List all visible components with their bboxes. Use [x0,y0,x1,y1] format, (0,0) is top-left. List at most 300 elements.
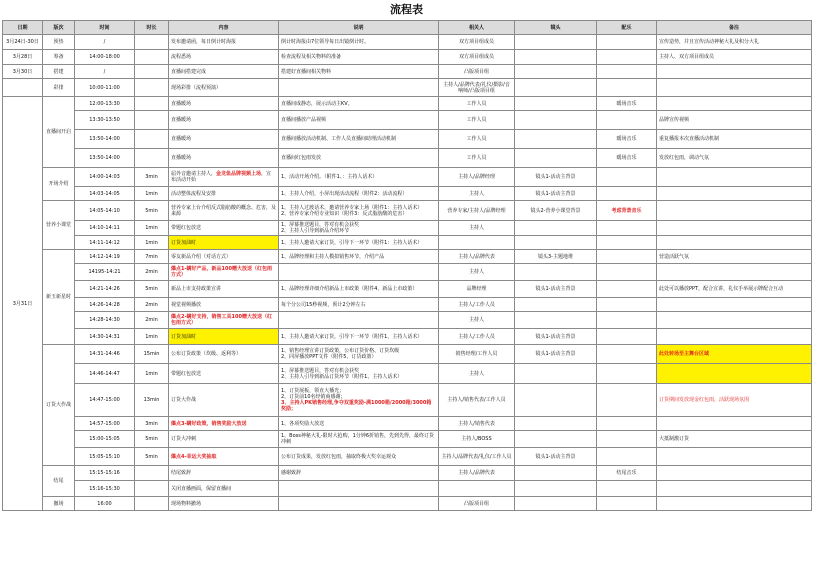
duration-text: 7min [145,253,158,260]
person-cell [439,130,515,149]
duration-cell [135,312,169,329]
table-row [3,201,812,221]
description-cell [279,65,439,79]
time-cell [75,448,135,466]
duration-text: 5min [145,453,158,460]
description-text: 直播间成静态，展示活动主KV。 [281,100,353,107]
description-cell [279,448,439,466]
header-time: 时间 [75,21,135,35]
person-cell [439,466,515,481]
description-text: 公布订货成果，发放红包雨，抽取终极大奖幸运观众 [281,453,397,460]
note-cell [657,431,812,448]
shot-cell [515,50,597,65]
duration-text: 2min [145,317,158,323]
note-cell [657,201,812,221]
description-cell [279,481,439,497]
music-cell [597,50,657,65]
description-cell [279,364,439,384]
shot-text: 镜头2-营养小课堂背景 [530,207,581,214]
note-cell [657,329,812,345]
content-cell [169,481,279,497]
header-shot: 镜头 [515,21,597,35]
content-text: 带题红包放送 [171,225,202,231]
person-cell [439,168,515,187]
phase-text: 直播间开启 [45,129,71,135]
description-text: 每个分公司15秒视频，预计2分钟左右 [281,301,366,308]
person-cell [439,264,515,281]
shot-cell [515,312,597,329]
person-cell [439,221,515,236]
music-cell [597,65,657,79]
content-cell [169,384,279,417]
table-row [3,221,812,236]
content-text: 直播暖场 [171,136,192,142]
music-cell [597,298,657,312]
shot-cell [515,497,597,511]
music-cell [597,481,657,497]
content-cell [169,168,279,187]
time-text: 15:05-15:10 [89,453,120,460]
person-cell [439,312,515,329]
person-text: 主持人/品牌代表 [458,470,495,476]
time-cell [75,312,135,329]
content-cell [169,364,279,384]
note-cell [657,79,812,97]
person-text: 双方项目组成员 [458,54,494,60]
description-text: 搭建好直播间相关物料 [281,68,332,75]
music-cell [597,448,657,466]
note-text: 营造活跃气氛 [659,253,690,260]
shot-cell [515,97,597,111]
content-text: 公布订货政策（坎级、返利等） [171,351,242,357]
content-text: 带题红包放送 [171,370,202,377]
person-text: 主持人 [468,317,484,323]
duration-cell [135,329,169,345]
time-cell [75,168,135,187]
person-text: 营养专家/主持人/品牌经理 [447,207,506,214]
content-text: 直播暖场 [171,155,192,161]
time-cell [75,65,135,79]
duration-cell [135,236,169,250]
description-text: 1、Boss神秘大礼-限时大抢购，1分钟6折销售，先到先得，最终订货冲刺 [281,433,435,445]
shot-text: 镜头1-活动主背景 [535,453,576,460]
time-text: 14:00-18:00 [89,54,120,60]
description-text: 检查流程及相关物料的准备 [281,54,342,60]
time-cell [75,250,135,264]
content-cell [169,497,279,511]
time-text: 14:30-14:31 [89,333,120,340]
music-cell [597,97,657,111]
phase-text: 预热 [53,39,64,45]
note-cell [657,364,812,384]
note-text: 主持人、双方项目组成员 [659,54,715,60]
table-row [3,364,812,384]
note-cell [657,312,812,329]
table-row [3,111,812,130]
description-cell [279,417,439,431]
description-cell [279,497,439,511]
shot-text: 镜头1-活动主背景 [535,174,576,180]
shot-text: 镜头3-主题地堆 [538,253,573,260]
person-cell [439,149,515,168]
content-highlight: 爆点3-瞒好政策，销售奖励大放送 [171,420,247,427]
description-cell [279,345,439,364]
date-text: 3月30日 [12,68,33,75]
shot-cell [515,79,597,97]
time-text: / [103,68,106,75]
content-cell [169,345,279,364]
person-text: 凸版项目组 [463,500,489,507]
phase-cell [43,168,75,201]
note-cell [657,221,812,236]
date-text: 3月31日 [12,300,33,307]
person-cell [439,431,515,448]
duration-cell [135,130,169,149]
person-cell [439,50,515,65]
time-cell [75,281,135,298]
content-text: 订货加油时 [171,239,197,246]
person-text: 主持人/品牌代表/礼仪/摄影/音响师/凸版项目组 [443,81,510,94]
note-cell [657,187,812,201]
person-cell [439,448,515,466]
content-cell [169,417,279,431]
phase-cell [43,50,75,65]
content-cell [169,35,279,50]
person-text: 品牌经理 [466,286,487,292]
table-row [3,345,812,364]
description-text: 1、屏幕推送题目，答对有机会获奖 2、主持人引导到新品介绍环节 [281,222,360,234]
note-cell [657,97,812,111]
table-row [3,281,812,298]
shot-cell [515,281,597,298]
table-row [3,250,812,264]
date-cell [3,35,43,50]
time-cell [75,50,135,65]
music-cell [597,264,657,281]
music-cell [597,497,657,511]
shot-cell [515,168,597,187]
duration-text: 13min [143,397,160,403]
time-text: 14:21-14:26 [89,286,120,292]
person-cell [439,111,515,130]
time-cell [75,97,135,111]
music-cell [597,417,657,431]
person-cell [439,384,515,417]
time-text: 14:31-14:46 [89,351,120,357]
phase-cell [43,250,75,345]
duration-cell [135,65,169,79]
duration-cell [135,149,169,168]
note-highlight: 此处转场至主舞台区域 [659,351,710,357]
shot-cell [515,111,597,130]
shot-cell [515,431,597,448]
header-phase: 版次 [43,21,75,35]
table-row [3,65,812,79]
description-text: 1、各项奖励大放送 [281,420,325,427]
table-row [3,130,812,149]
description-cell [279,221,439,236]
description-cell [279,250,439,264]
description-cell [279,236,439,250]
time-text: 15:15-15:16 [89,470,120,476]
person-cell [439,236,515,250]
duration-cell [135,497,169,511]
music-cell [597,364,657,384]
time-cell [75,364,135,384]
time-text: 14:11-14:12 [89,239,120,246]
person-cell [439,345,515,364]
description-cell [279,35,439,50]
person-cell [439,201,515,221]
time-cell [75,149,135,168]
person-text: 主持人 [468,269,484,275]
content-highlight: 爆点2-瞒好支持，销售工具100赠大放送（红包雨方式） [171,314,272,326]
time-text: 14:26-14:28 [89,301,120,308]
music-cell [597,221,657,236]
time-text: 10:00-11:00 [89,84,120,91]
duration-text: 5min [145,207,158,214]
page-title: 流程表 [390,3,423,16]
description-text: 1、销售经理宣讲订货政策，公布订货价格、订货坎级 2、同屏播放PPT文件（附件5、订货政策） [281,348,400,360]
header-description: 说明 [279,21,439,35]
description-text: 1、屏幕推送题目，答对有机会获奖 2、主持人引导到新品订货环节（附件1、主持人话术） [281,367,403,380]
person-text: 主持人/品牌经理 [458,174,495,180]
header-note: 备注 [657,21,812,35]
phase-cell [43,497,75,511]
time-text: 14:47-15:00 [89,397,120,403]
shot-cell [515,35,597,50]
shot-text: 镜头1-活动主背景 [535,190,576,197]
content-text: 订货大冲刺 [171,436,197,442]
duration-cell [135,431,169,448]
description-cell [279,312,439,329]
time-text: 14:00-14:03 [89,174,120,180]
person-text: 主持人/工作人员 [458,333,495,340]
time-text: 15:00-15:05 [89,436,120,442]
content-cell [169,466,279,481]
time-text: 12:00-13:30 [89,100,120,107]
music-cell [597,431,657,448]
music-cell [597,111,657,130]
content-cell [169,431,279,448]
duration-text: 1min [145,370,158,377]
shot-cell [515,221,597,236]
note-cell [657,130,812,149]
description-cell [279,50,439,65]
description-text: 1、主持人介绍，小屏出现活动流程（附件2：活动流程） [281,190,408,197]
content-cell [169,187,279,201]
person-text: 销售经理/工作人员 [455,351,498,357]
content-highlight: 金龙鱼品牌视频上场 [216,171,262,177]
description-cell [279,201,439,221]
person-cell [439,497,515,511]
duration-text: 5min [145,436,158,442]
duration-cell [135,384,169,417]
content-cell [169,130,279,149]
shot-cell [515,201,597,221]
music-cell [597,201,657,221]
note-cell [657,448,812,466]
content-cell [169,65,279,79]
content-cell [169,298,279,312]
description-text: 1、品牌经理详细介绍新品上市政策（附件4、新品上市政策） [281,286,418,292]
shot-cell [515,298,597,312]
content-cell [169,97,279,111]
description-cell [279,111,439,130]
person-text: 主持人 [468,225,484,231]
duration-text: 3min [145,420,158,427]
phase-text: 营养小课堂 [45,222,71,228]
content-text: 关闭直播画面，保留直播间 [171,485,232,492]
time-text: 14:03-14:05 [89,190,120,197]
table-row [3,298,812,312]
table-row [3,35,812,50]
header-content: 内容 [169,21,279,35]
note-highlight: 订货期间发放现金红包雨，活跃现场氛围 [659,397,750,403]
description-text: 1、活动开场介绍。（附件1、：主持人话术） [281,174,378,180]
content-text: 届外音邀请主持人， [171,171,217,177]
duration-cell [135,481,169,497]
time-text: 14:46-14:47 [89,370,120,377]
description-text: 1、订货展板，领直大播光； 2、订货前10名经销商感谢； [281,388,346,400]
music-cell [597,250,657,264]
time-text: / [103,39,106,45]
table-row [3,417,812,431]
duration-cell [135,35,169,50]
description-highlight: 3、主持人PK销售经理,争夺双重奖励-满1000箱/2000箱/3000箱奖励； [281,400,432,412]
phase-text: 订货大作战 [45,402,71,408]
description-cell [279,466,439,481]
person-text: 主持人/工作人员 [458,301,495,308]
time-text: 14195-14:21 [88,269,121,275]
duration-cell [135,448,169,466]
note-cell [657,384,812,417]
table-row [3,466,812,481]
time-text: 16:00 [97,500,112,507]
note-cell [657,149,812,168]
phase-cell [43,35,75,50]
note-cell [657,50,812,65]
description-text: 倒计时海报由7位领导每日出镜倒计时。 [281,39,370,45]
description-cell [279,281,439,298]
content-text: 流程悉场 [171,54,192,60]
table-header-row [3,21,812,35]
content-cell [169,281,279,298]
content-text: 直播暖场 [171,117,192,123]
person-cell [439,281,515,298]
note-cell [657,168,812,187]
duration-cell [135,264,169,281]
person-cell [439,79,515,97]
person-text: 工作人员 [466,136,487,142]
music-cell [597,79,657,97]
music-text: 暖场音乐 [616,155,637,161]
content-text: 直播暖场 [171,100,192,107]
content-cell [169,312,279,329]
content-text: 订货大作战 [171,397,197,403]
table-row [3,481,812,497]
description-cell [279,329,439,345]
person-text: 主持人/BOSS [461,436,492,442]
date-cell [3,65,43,79]
shot-cell [515,250,597,264]
shot-cell [515,329,597,345]
phase-cell [43,466,75,497]
person-text: 工作人员 [466,100,487,107]
description-text: 1、品牌经理和主持人模拟销售环节，介绍产品 [281,253,385,260]
person-text: 主持人/销售代表 [458,420,495,427]
music-cell [597,281,657,298]
duration-cell [135,298,169,312]
note-cell [657,298,812,312]
phase-text: 筹备 [53,54,64,60]
note-cell [657,345,812,364]
music-text: 结尾音乐 [616,470,637,476]
duration-cell [135,466,169,481]
shot-cell [515,417,597,431]
time-cell [75,201,135,221]
duration-text: 2min [145,301,158,308]
duration-text: 1min [145,190,158,197]
duration-cell [135,364,169,384]
note-cell [657,250,812,264]
person-text: 主持人/品牌代表/礼仪/工作人员 [441,453,512,460]
duration-text: 1min [145,333,158,340]
content-cell [169,236,279,250]
description-text: 直播间播放活动机制、工作人员直播间助理活动机制 [281,136,397,142]
content-text: 活动整体流程及安排 [171,190,217,197]
time-text: 14:57-15:00 [89,420,120,427]
note-cell [657,417,812,431]
description-text: 直播间红包雨发放 [281,155,322,161]
description-cell [279,187,439,201]
description-cell [279,79,439,97]
duration-text: 5min [145,286,158,292]
description-cell [279,168,439,187]
shot-cell [515,448,597,466]
note-text: 发放红包雨，调动气氛 [659,155,710,161]
music-cell [597,168,657,187]
content-text: 现场彩排（流程预演） [171,84,222,91]
duration-text: 2min [145,269,158,275]
content-cell [169,79,279,97]
person-cell [439,250,515,264]
duration-cell [135,97,169,111]
note-text: 品牌宣传视频 [659,117,690,123]
person-cell [439,417,515,431]
duration-cell [135,168,169,187]
time-text: 13:50-14:00 [89,155,120,161]
duration-cell [135,345,169,364]
time-cell [75,264,135,281]
phase-cell [43,345,75,466]
content-text: 订货加油时 [171,333,197,340]
person-text: 双方项目组成员 [458,39,494,45]
music-cell [597,384,657,417]
table-row [3,149,812,168]
music-cell [597,130,657,149]
time-text: 14:28-14:30 [89,317,120,323]
music-cell [597,345,657,364]
note-cell [657,481,812,497]
music-cell [597,329,657,345]
content-text: 视觉视频播放 [171,301,202,308]
duration-cell [135,221,169,236]
shot-cell [515,345,597,364]
note-cell [657,281,812,298]
time-cell [75,497,135,511]
shot-cell [515,236,597,250]
